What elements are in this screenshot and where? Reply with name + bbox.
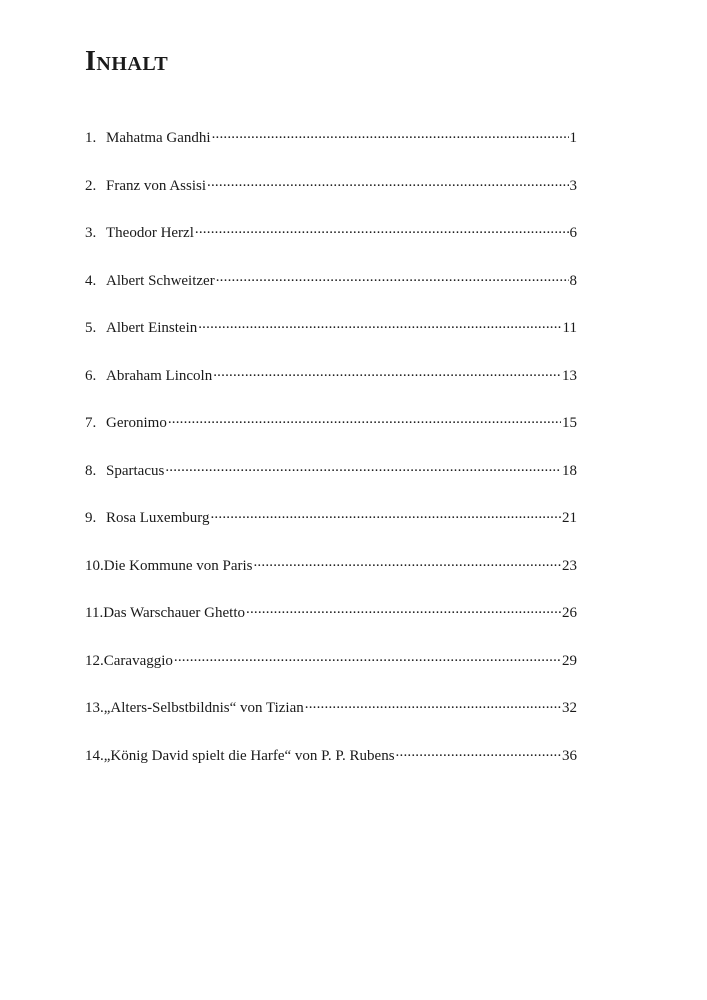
toc-leader-dots xyxy=(396,744,561,760)
toc-leader-dots xyxy=(253,554,561,570)
toc-entry-title: Spartacus xyxy=(106,462,165,479)
toc-entry-page: 13 xyxy=(562,367,577,384)
toc-entry[interactable] xyxy=(85,316,577,364)
toc-entry-title: Abraham Lincoln xyxy=(106,367,213,384)
toc-entry-title: Rosa Luxemburg xyxy=(106,510,210,526)
toc-entry-title: Theodor Herzl xyxy=(106,225,194,241)
toc-entry-number: 4. xyxy=(85,272,97,289)
toc-entry-title: Albert Schweitzer xyxy=(106,272,215,289)
toc-entry-title: Albert Einstein xyxy=(106,320,198,336)
toc-leader-dots xyxy=(168,411,561,427)
toc-entry-title: Die Kommune von Paris xyxy=(103,557,253,574)
toc-leader-dots xyxy=(213,364,561,380)
toc-leader-dots xyxy=(216,269,569,285)
toc-entry-page: 21 xyxy=(562,510,577,526)
toc-entry-page: 11 xyxy=(562,320,577,336)
toc-entry[interactable] xyxy=(85,174,577,222)
toc-entry[interactable] xyxy=(85,411,577,459)
toc-entry[interactable] xyxy=(85,696,577,744)
toc-entry-title: Das Warschauer Ghetto xyxy=(103,605,245,621)
toc-entry-number: 13. xyxy=(85,700,104,716)
toc-entry-number: 6. xyxy=(85,367,97,384)
toc-leader-dots xyxy=(195,221,569,237)
toc-entry-title: „König David spielt die Harfe“ von P. P. Rubens xyxy=(103,747,395,764)
toc-entry-number: 3. xyxy=(85,225,97,241)
toc-entry-number: 12. xyxy=(85,652,104,669)
toc-entry-title: „Alters-Selbstbildnis“ von Tizian xyxy=(103,700,304,716)
toc-entry[interactable] xyxy=(85,744,577,792)
toc-entry-page: 26 xyxy=(562,605,577,621)
toc-entry-number: 7. xyxy=(85,415,97,431)
toc-entry-number: 5. xyxy=(85,320,97,336)
table-of-contents xyxy=(85,126,577,791)
toc-entry-title: Mahatma Gandhi xyxy=(106,130,211,146)
toc-leader-dots xyxy=(174,649,561,665)
toc-leader-dots xyxy=(210,506,561,522)
toc-leader-dots xyxy=(246,601,561,617)
toc-entry[interactable] xyxy=(85,459,577,507)
toc-leader-dots xyxy=(165,459,561,475)
toc-entry[interactable] xyxy=(85,649,577,697)
toc-entry-number: 14. xyxy=(85,747,104,764)
toc-entry[interactable] xyxy=(85,269,577,317)
toc-entry-page: 36 xyxy=(562,747,577,764)
toc-entry[interactable] xyxy=(85,506,577,554)
page-title: Inhalt xyxy=(85,46,169,77)
toc-entry-page: 8 xyxy=(569,272,577,289)
toc-entry-title: Franz von Assisi xyxy=(106,177,207,194)
toc-entry-page: 15 xyxy=(562,415,577,431)
toc-entry-title: Caravaggio xyxy=(103,652,173,669)
toc-leader-dots xyxy=(212,126,569,142)
toc-leader-dots xyxy=(305,696,561,712)
toc-entry-number: 10. xyxy=(85,557,104,574)
toc-entry-title: Geronimo xyxy=(106,415,167,431)
toc-leader-dots xyxy=(198,316,561,332)
toc-entry[interactable] xyxy=(85,221,577,269)
toc-entry-page: 3 xyxy=(569,177,577,194)
toc-entry-page: 29 xyxy=(562,652,577,669)
toc-entry-number: 2. xyxy=(85,177,97,194)
toc-entry-number: 11. xyxy=(85,605,104,621)
toc-entry[interactable] xyxy=(85,554,577,602)
toc-entry[interactable] xyxy=(85,364,577,412)
toc-entry-number: 9. xyxy=(85,510,97,526)
toc-entry-page: 23 xyxy=(562,557,577,574)
toc-entry-number: 1. xyxy=(85,130,97,146)
toc-leader-dots xyxy=(207,174,568,190)
toc-entry[interactable] xyxy=(85,126,577,174)
toc-entry-page: 6 xyxy=(569,225,577,241)
toc-entry-page: 1 xyxy=(569,130,577,146)
toc-entry[interactable] xyxy=(85,601,577,649)
toc-entry-page: 32 xyxy=(562,700,577,716)
toc-entry-number: 8. xyxy=(85,462,97,479)
toc-entry-page: 18 xyxy=(562,462,577,479)
